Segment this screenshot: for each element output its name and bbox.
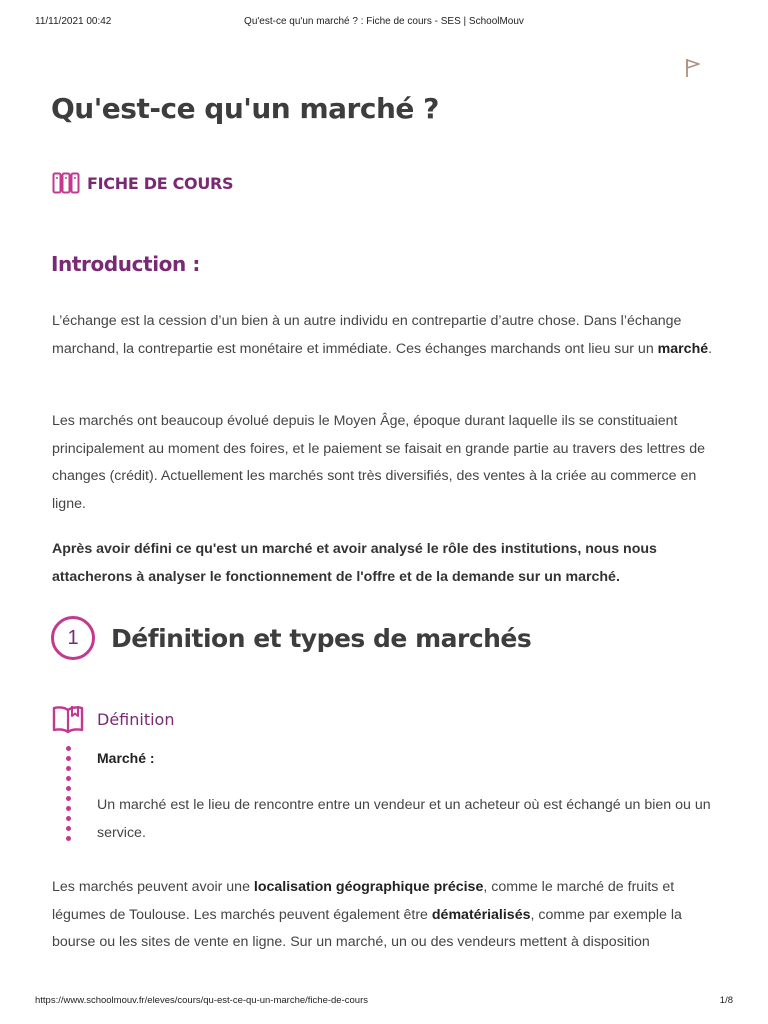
definition-dotted-rule bbox=[66, 746, 72, 846]
fiche-badge bbox=[52, 171, 233, 195]
fiche-label: FICHE DE COURS bbox=[87, 173, 234, 193]
keyword-dematerialises: dématérialisés bbox=[431, 906, 531, 923]
print-page-title: Qu'est-ce qu'un marché ? : Fiche de cours - SES | SchoolMouv bbox=[244, 16, 524, 27]
keyword-localisation: localisation géographique précise bbox=[253, 879, 484, 895]
body-paragraph: Les marchés peuvent avoir une localisation géographique précise, comme le marché de fruits et légumes de Toulouse. Les marchés peuvent également être dématérialisés, comme par exemple la bourse ou les sites de vente en ligne. Sur un marché, un ou des vendeurs mettent à disposition bbox=[52, 879, 682, 950]
page-title: Qu'est-ce qu'un marché ? bbox=[51, 92, 439, 125]
section-title: Définition et types de marchés bbox=[111, 623, 532, 653]
open-book-icon bbox=[51, 702, 85, 736]
intro-paragraph-1: L’échange est la cession d’un bien à un autre individu en contrepartie d’autre chose. Dans l’échange marchand, la contrepartie est monétaire et immédiate. Ces échanges marchands ont lieu sur un marché. bbox=[52, 313, 713, 357]
section-number: 1 bbox=[51, 616, 95, 660]
page-url[interactable]: https://www.schoolmouv.fr/eleves/cours/qu-est-ce-qu-un-marche/fiche-de-cours bbox=[35, 995, 368, 1006]
definition-term: Marché : bbox=[97, 750, 155, 766]
definition-text: Un marché est le lieu de rencontre entre un vendeur et un acheteur où est échangé un bien ou un service. bbox=[97, 797, 711, 841]
section-1-heading bbox=[51, 614, 531, 662]
page-number: 1/8 bbox=[719, 995, 733, 1006]
print-footer bbox=[35, 995, 733, 1009]
intro-paragraph-2: Les marchés ont beaucoup évolué depuis le Moyen Âge, époque durant laquelle ils se constituaient principalement au moment des foires, et le paiement se faisait en grande partie au travers des lettres de changes (crédit). Actuellement les marchés sont très diversifiés, des ventes à la criée au commerce en ligne. bbox=[52, 413, 705, 512]
definition-label: Définition bbox=[97, 709, 175, 729]
intro-heading: Introduction : bbox=[51, 252, 201, 276]
flag-icon[interactable] bbox=[684, 58, 702, 78]
book-icon bbox=[52, 172, 81, 194]
print-header bbox=[35, 16, 733, 30]
print-date: 11/11/2021 00:42 bbox=[35, 16, 112, 27]
intro-paragraph-3: Après avoir défini ce qu'est un marché et avoir analysé le rôle des institutions, nous nous attacherons à analyser le fonctionnement de l'offre et de la demande sur un marché. bbox=[52, 541, 657, 585]
keyword-marche: marché bbox=[657, 340, 709, 357]
definition-heading bbox=[51, 702, 174, 736]
